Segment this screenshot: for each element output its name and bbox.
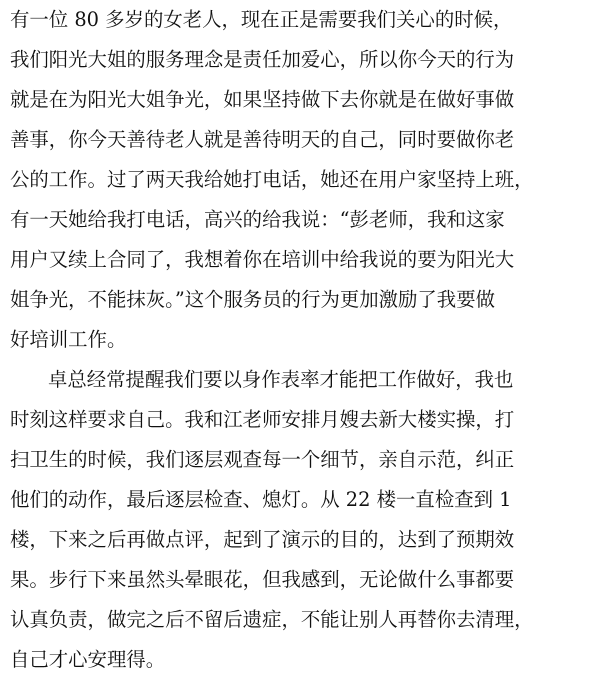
text-line: 认真负责，做完之后不留后遗症，不能让别人再替你去清理，	[10, 608, 534, 631]
text-line: 卓总经常提醒我们要以身作表率才能把工作做好，我也	[48, 368, 514, 391]
text-line: 时刻这样要求自己。我和江老师安排月嫂去新大楼实操，打	[10, 408, 515, 431]
text-line: 果。步行下来虽然头晕眼花，但我感到，无论做什么事都要	[10, 568, 515, 591]
text-line: 有一天她给我打电话，高兴的给我说：“彭老师，我和这家	[10, 208, 505, 231]
text-line: 就是在为阳光大姐争光，如果坚持做下去你就是在做好事做	[10, 88, 515, 111]
text-line: 善事，你今天善待老人就是善待明天的自己，同时要做你老	[10, 128, 515, 151]
text-line: 楼，下来之后再做点评，起到了演示的目的，达到了预期效	[10, 528, 515, 551]
text-line: 用户又续上合同了，我想着你在培训中给我说的要为阳光大	[10, 248, 515, 271]
text-line: 有一位 80 多岁的女老人，现在正是需要我们关心的时候，	[10, 8, 513, 31]
text-line: 公的工作。过了两天我给她打电话，她还在用户家坚持上班，	[10, 168, 534, 191]
text-line: 扫卫生的时候，我们逐层观查每一个细节，亲自示范，纠正	[10, 448, 515, 471]
text-line: 我们阳光大姐的服务理念是责任加爱心，所以你今天的行为	[10, 48, 515, 71]
text-line: 姐争光，不能抹灰。”这个服务员的行为更加激励了我要做	[10, 288, 495, 311]
text-line: 自己才心安理得。	[10, 648, 166, 671]
text-line: 他们的动作，最后逐层检查、熄灯。从 22 楼一直检查到 1	[10, 488, 512, 511]
text-line: 好培训工作。	[10, 328, 127, 351]
